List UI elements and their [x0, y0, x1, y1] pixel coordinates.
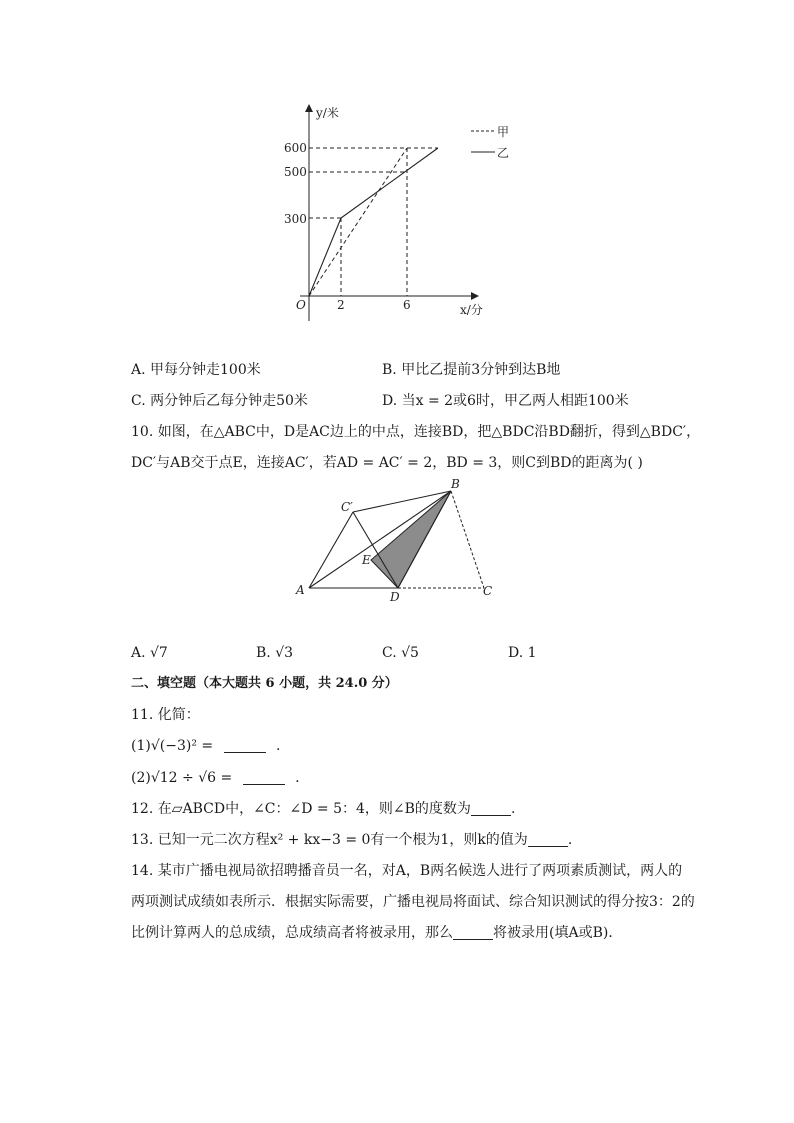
point-label-c: C — [483, 584, 493, 598]
x-tick-label: 6 — [403, 298, 411, 312]
segment-ac-prime — [309, 512, 353, 588]
q13-stem: 13. 已知一元二次方程x² + kx−3 = 0有一个根为1，则k的值为 — [131, 832, 528, 848]
q12 — [131, 799, 515, 819]
q14-line3 — [131, 923, 622, 943]
y-axis-label: y/米 — [316, 106, 339, 120]
q14-line3-end: 将被录用(填A或B)． — [493, 925, 623, 941]
answer-blank[interactable] — [453, 924, 493, 940]
q14-line3-text: 比例计算两人的总成绩，总成绩高者将被录用，那么 — [131, 925, 453, 941]
y-tick-label: 300 — [284, 212, 307, 226]
q9-option-b: B. 甲比乙提前3分钟到达B地 — [382, 362, 561, 378]
segment-ab — [309, 491, 451, 588]
q11-part1-expr: (1)√(−3)² = — [131, 738, 214, 754]
triangle-fold-figure — [290, 472, 505, 607]
q11-part1-end: . — [276, 738, 281, 754]
distance-time-graph — [270, 95, 530, 330]
q11-part1 — [131, 736, 280, 756]
q10-option-d: D. 1 — [508, 645, 537, 661]
q13-end: . — [567, 832, 573, 848]
point-label-a: A — [296, 583, 305, 597]
q11-part2 — [131, 768, 300, 788]
point-label-e: E — [362, 553, 371, 567]
answer-blank[interactable] — [471, 800, 511, 816]
answer-blank[interactable] — [528, 831, 568, 847]
legend-label-yi: 乙 — [497, 146, 510, 160]
q11-stem: 11. 化简： — [131, 707, 200, 723]
q10-option-a: A. √7 — [131, 645, 168, 661]
x-axis-label: x/分 — [460, 303, 483, 317]
series-line-jia — [309, 148, 407, 296]
q14-line2: 两项测试成绩如表所示．根据实际需要，广播电视局将面试、综合知识测试的得分按3：2的 — [131, 894, 695, 910]
series-line-yi — [309, 148, 438, 296]
q10-stem-line2: DC′与AB交于点E，连接AC′，若AD = AC′ = 2，BD = 3，则C到BD的距离为( ) — [131, 455, 643, 471]
point-label-c-prime: C′ — [341, 500, 353, 514]
x-tick-label: 2 — [337, 298, 345, 312]
q10-option-b: B. √3 — [256, 645, 294, 661]
answer-blank[interactable] — [243, 769, 285, 785]
q12-stem: 12. 在▱ABCD中，∠C：∠D = 5：4，则∠B的度数为 — [131, 801, 471, 817]
point-label-b: B — [451, 477, 460, 491]
q11-part2-expr: (2)√12 ÷ √6 = — [131, 770, 233, 786]
q11-part2-end: . — [295, 770, 300, 786]
section-heading: 二、填空题（本大题共 6 小题，共 24.0 分） — [131, 676, 398, 691]
answer-blank[interactable] — [224, 737, 266, 753]
q12-end: . — [510, 801, 516, 817]
legend-label-jia: 甲 — [497, 125, 510, 139]
dashed-segment-bc — [451, 491, 484, 588]
y-tick-label: 600 — [284, 141, 307, 155]
origin-label: O — [296, 298, 306, 312]
q9-option-a: A. 甲每分钟走100米 — [131, 362, 261, 378]
point-label-d: D — [390, 590, 400, 604]
q14-line1: 14. 某市广播电视局欲招聘播音员一名，对A，B两名候选人进行了两项素质测试，两人的 — [131, 863, 683, 879]
y-tick-label: 500 — [284, 165, 307, 179]
q10-option-c: C. √5 — [382, 645, 419, 661]
q13 — [131, 830, 572, 850]
q10-stem-line1: 10. 如图，在△ABC中，D是AC边上的中点，连接BD，把△BDC沿BD翻折，得到△BDC′， — [131, 424, 701, 440]
q9-option-d: D. 当x = 2或6时，甲乙两人相距100米 — [382, 393, 629, 409]
q9-option-c: C. 两分钟后乙每分钟走50米 — [131, 393, 308, 409]
